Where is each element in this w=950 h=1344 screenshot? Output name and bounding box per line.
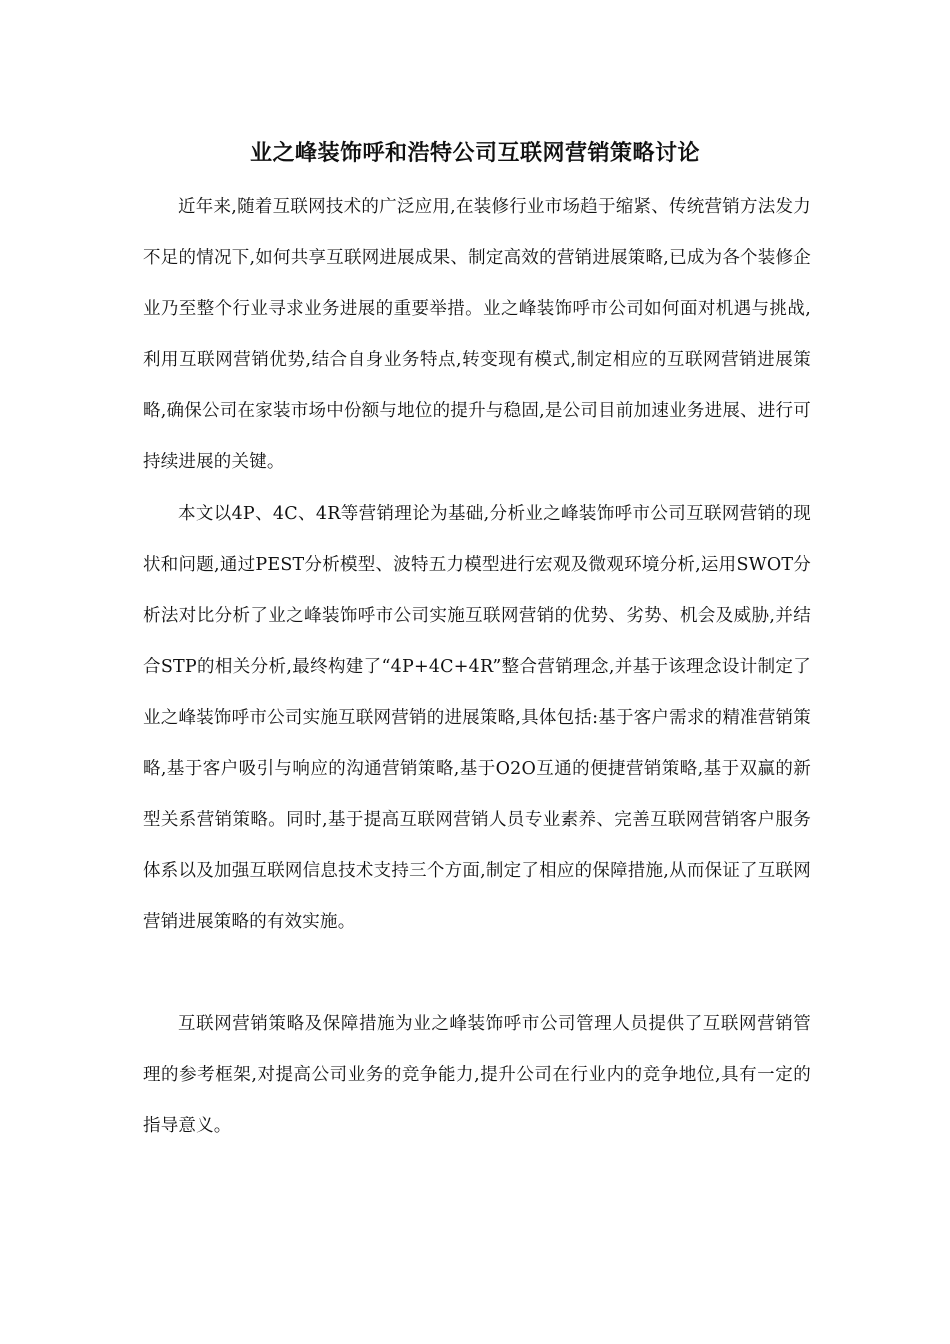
document-title: 业之峰装饰呼和浩特公司互联网营销策略讨论 <box>249 139 700 166</box>
paragraph-intro: 近年来,随着互联网技术的广泛应用,在装修行业市场趋于缩紧、传统营销方法发力不足的情况下,如何共享互联网进展成果、制定高效的营销进展策略,已成为各个装修企业乃至整个行业寻求业务进展的重要举措。业之峰装饰呼市公司如何面对机遇与挑战,利用互联网营销优势,结合自身业务特点,转变现有模式,制定相应的互联网营销进展策略,确保公司在家装市场中份额与地位的提升与稳固,是公司目前加速业务进展、进行可持续进展的关键。 <box>143 197 811 472</box>
paragraph-method: 本文以4P、4C、4R等营销理论为基础,分析业之峰装饰呼市公司互联网营销的现状和问题,通过PEST分析模型、波特五力模型进行宏观及微观环境分析,运用SWOT分析法对比分析了业之峰装饰呼市公司实施互联网营销的优势、劣势、机会及威胁,并结合STP的相关分析,最终构建了“4P+4C+4R”整合营销理念,并基于该理念设计制定了业之峰装饰呼市公司实施互联网营销的进展策略,具体包括:基于客户需求的精准营销策略,基于客户吸引与响应的沟通营销策略,基于O2O互通的便捷营销策略,基于双赢的新型关系营销策略。同时,基于提高互联网营销人员专业素养、完善互联网营销客户服务体系以及加强互联网信息技术支持三个方面,制定了相应的保障措施,从而保证了互联网营销进展策略的有效实施。 <box>143 504 811 932</box>
paragraph-conclusion: 互联网营销策略及保障措施为业之峰装饰呼市公司管理人员提供了互联网营销管理的参考框架,对提高公司业务的竞争能力,提升公司在行业内的竞争地位,具有一定的指导意义。 <box>143 1014 811 1136</box>
